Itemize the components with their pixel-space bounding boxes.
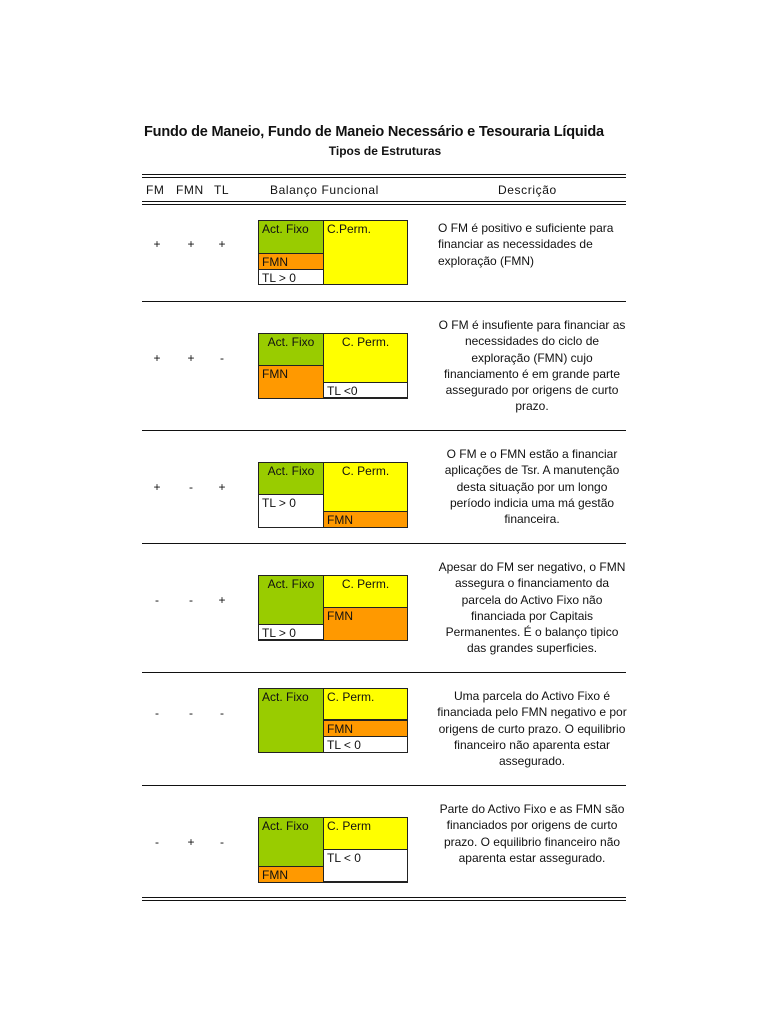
cell-c-perm: C. Perm.	[323, 575, 408, 608]
sign-fmn: -	[189, 593, 193, 607]
sign-tl: -	[220, 835, 224, 849]
sign-fm: -	[155, 835, 159, 849]
sign-fmn: +	[187, 237, 195, 251]
cell-fmn: FMN	[323, 511, 408, 528]
row-description: O FM é positivo e suficiente para financiar as necessidades de exploração (FMN)	[438, 221, 614, 268]
cell-c-perm: C. Perm.	[323, 462, 408, 512]
sign-tl: +	[218, 593, 226, 607]
sign-fmn: +	[187, 351, 195, 365]
header-rule-bottom-1	[142, 201, 626, 202]
row-description: Uma parcela do Activo Fixo é financiada pelo FMN negativo e por origens de curto prazo. O equilibrio financeiro não aparenta estar assegurado.	[437, 689, 627, 769]
row-description: O FM e o FMN estão a financiar aplicações de Tsr. A manutenção desta situação por um longo período indicia uma má gestão financeira.	[444, 447, 620, 527]
column-header-tl: TL	[214, 183, 230, 197]
sign-fmn: -	[189, 706, 193, 720]
row-description: O FM é insufiente para financiar as necessidades do ciclo de exploração (FMN) cujo financiamento é em grande parte assegurado por origens de curto prazo.	[438, 318, 626, 414]
sign-tl: -	[220, 351, 224, 365]
cell-c-perm: C. Perm	[323, 817, 408, 850]
row-divider	[142, 430, 626, 431]
page-subtitle: Tipos de Estruturas	[328, 144, 442, 158]
cell-c-perm: C. Perm.	[323, 688, 408, 721]
sign-fm: -	[155, 593, 159, 607]
table-rule-bottom-2	[142, 900, 626, 901]
cell-act-fixo: Act. Fixo	[258, 333, 324, 366]
header-rule-top-2	[142, 177, 626, 178]
cell-act-fixo: Act. Fixo	[258, 220, 324, 254]
cell-tl: TL <0	[323, 382, 408, 399]
row-divider	[142, 785, 626, 786]
sign-fm: -	[155, 706, 159, 720]
row-description: Apesar do FM ser negativo, o FMN assegura o financiamento da parcela do Activo Fixo não financiada por Capitais Permanentes. É o balanço tipico das grandes superficies.	[438, 560, 626, 656]
header-rule-top-1	[142, 174, 626, 175]
sign-fm: +	[153, 237, 161, 251]
cell-act-fixo: Act. Fixo	[258, 688, 324, 753]
header-rule-bottom-2	[142, 204, 626, 205]
cell-tl: TL > 0	[258, 494, 324, 528]
balance-diagram	[258, 575, 408, 641]
cell-tl: TL < 0	[323, 736, 408, 753]
row-description: Parte do Activo Fixo e as FMN são financiados por origens de curto prazo. O equilibrio financeiro não aparenta estar assegurado.	[439, 802, 625, 865]
sign-fmn: -	[189, 480, 193, 494]
cell-fmn: FMN	[323, 607, 408, 641]
cell-fmn: FMN	[258, 365, 324, 399]
cell-tl: TL > 0	[258, 269, 324, 285]
cell-tl: TL < 0	[323, 849, 408, 883]
sign-tl: -	[220, 706, 224, 720]
column-header-fmn: FMN	[176, 183, 204, 197]
table-rule-bottom-1	[142, 897, 626, 898]
sign-fmn: +	[187, 835, 195, 849]
cell-fmn: FMN	[258, 253, 324, 270]
column-header-balanco: Balanço Funcional	[270, 183, 379, 197]
sign-tl: +	[218, 237, 226, 251]
page-title: Fundo de Maneio, Fundo de Maneio Necessário e Tesouraria Líquida	[144, 124, 604, 140]
row-divider	[142, 543, 626, 544]
cell-c-perm: C. Perm.	[323, 333, 408, 383]
sign-fm: +	[153, 480, 161, 494]
cell-act-fixo: Act. Fixo	[258, 462, 324, 495]
balance-diagram	[258, 462, 408, 528]
sign-fm: +	[153, 351, 161, 365]
balance-diagram	[258, 688, 408, 753]
cell-fmn: FMN	[323, 720, 408, 737]
balance-diagram	[258, 220, 408, 285]
sign-tl: +	[218, 480, 226, 494]
cell-c-perm: C.Perm.	[323, 220, 408, 285]
column-header-fm: FM	[146, 183, 165, 197]
cell-act-fixo: Act. Fixo	[258, 575, 324, 625]
row-divider	[142, 301, 626, 302]
cell-tl: TL > 0	[258, 624, 324, 641]
row-divider	[142, 672, 626, 673]
cell-fmn: FMN	[258, 866, 324, 883]
cell-act-fixo: Act. Fixo	[258, 817, 324, 867]
column-header-descricao: Descrição	[498, 183, 557, 197]
balance-diagram	[258, 333, 408, 399]
balance-diagram	[258, 817, 408, 883]
